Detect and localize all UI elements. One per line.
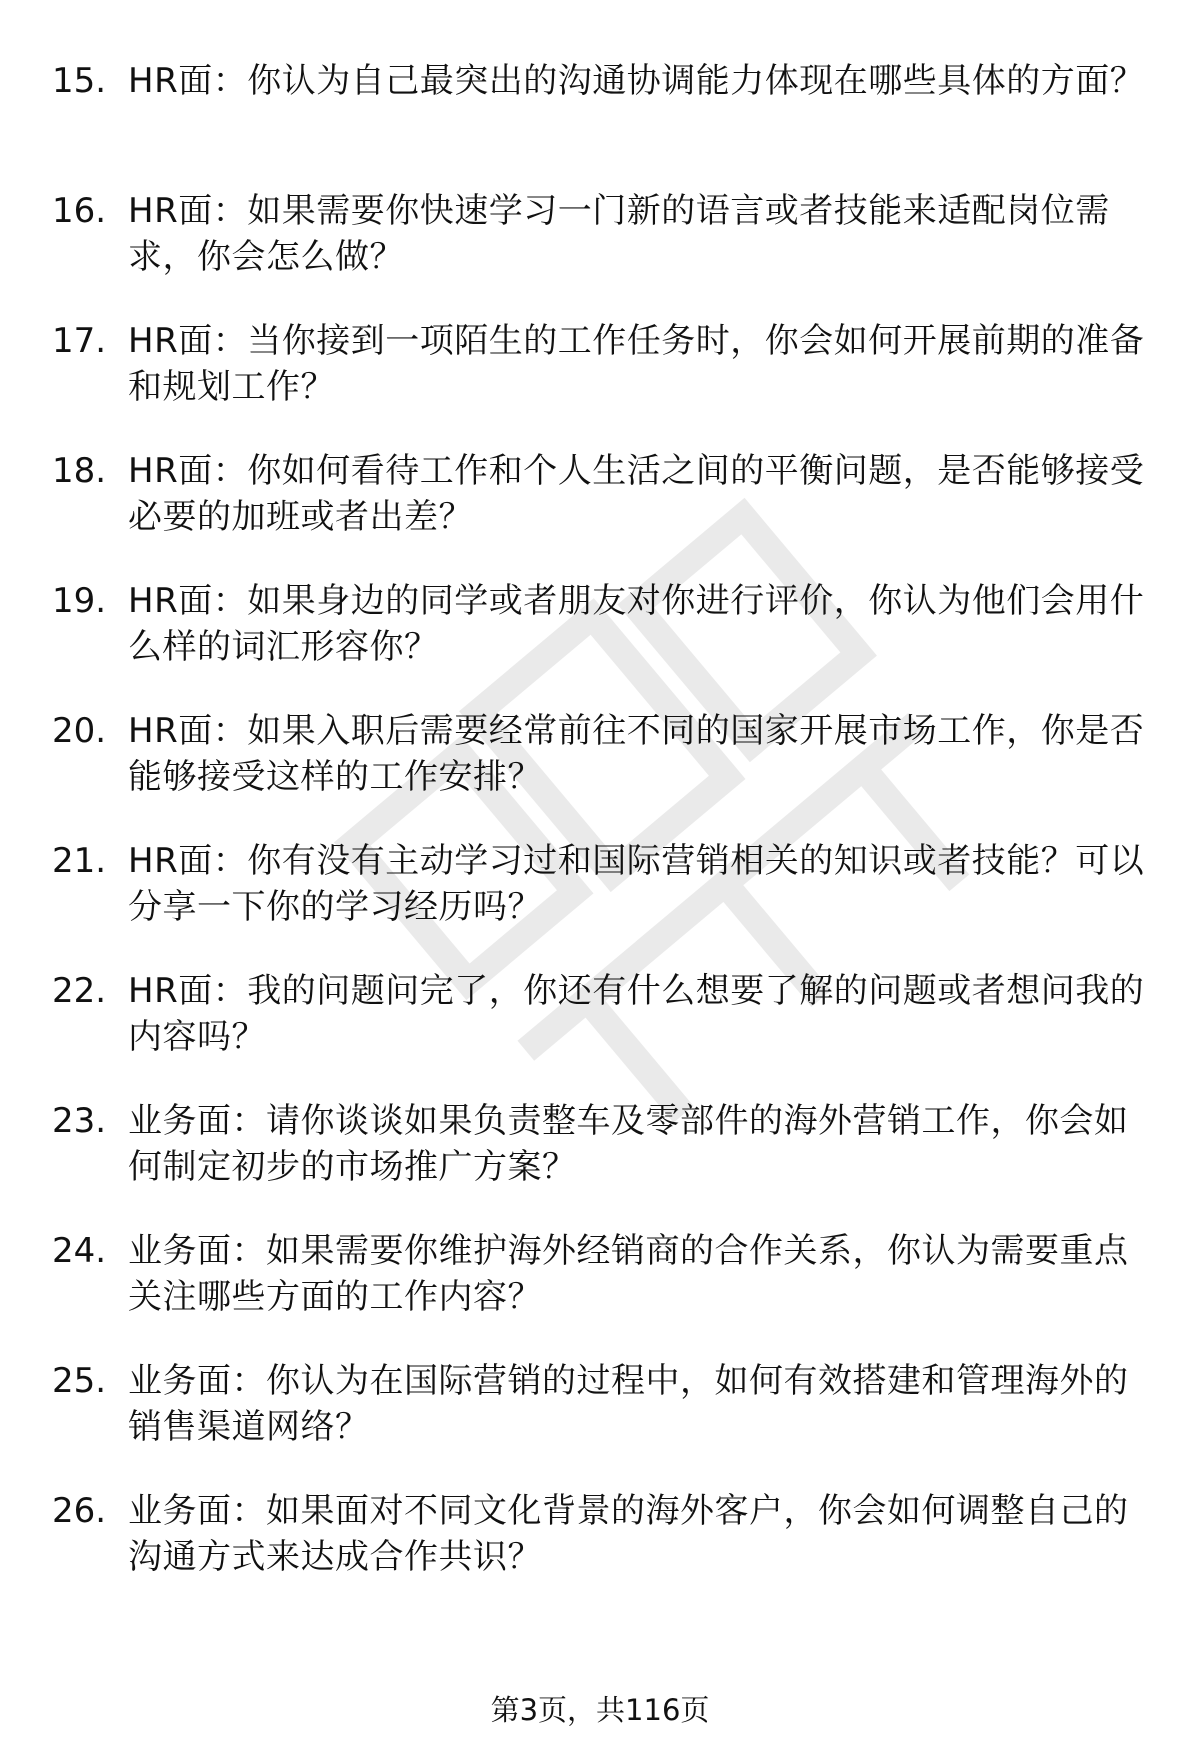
- question-text: HR面：如果需要你快速学习一门新的语言或者技能来适配岗位需求，你会怎么做？: [128, 191, 1110, 277]
- question-list: [52, 58, 1162, 1618]
- page-footer: 第3页，共116页: [490, 1693, 710, 1727]
- question-number: 25.: [52, 1361, 107, 1401]
- question-text: 业务面：如果面对不同文化背景的海外客户，你会如何调整自己的沟通方式来达成合作共识？: [128, 1491, 1129, 1577]
- question-number: 23.: [52, 1101, 107, 1141]
- question-number: 16.: [52, 191, 107, 231]
- question-number: 19.: [52, 581, 107, 621]
- question-text: 业务面：请你谈谈如果负责整车及零部件的海外营销工作，你会如何制定初步的市场推广方案？: [128, 1101, 1129, 1187]
- list-item: [52, 58, 1162, 188]
- list-item: [52, 1358, 1162, 1488]
- question-text: 业务面：你认为在国际营销的过程中，如何有效搭建和管理海外的销售渠道网络？: [128, 1361, 1129, 1447]
- question-text: 业务面：如果需要你维护海外经销商的合作关系，你认为需要重点关注哪些方面的工作内容？: [128, 1231, 1129, 1317]
- question-text: HR面：你有没有主动学习过和国际营销相关的知识或者技能？可以分享一下你的学习经历吗？: [128, 841, 1145, 927]
- question-number: 18.: [52, 451, 107, 491]
- list-item: [52, 188, 1162, 318]
- question-number: 17.: [52, 321, 107, 361]
- list-item: [52, 708, 1162, 838]
- list-item: [52, 1488, 1162, 1618]
- list-item: [52, 838, 1162, 968]
- question-text: HR面：当你接到一项陌生的工作任务时，你会如何开展前期的准备和规划工作？: [128, 321, 1145, 407]
- question-number: 24.: [52, 1231, 107, 1271]
- list-item: [52, 578, 1162, 708]
- question-number: 22.: [52, 971, 107, 1011]
- question-text: HR面：如果入职后需要经常前往不同的国家开展市场工作，你是否能够接受这样的工作安排？: [128, 711, 1145, 797]
- list-item: [52, 1228, 1162, 1358]
- question-number: 20.: [52, 711, 107, 751]
- question-number: 21.: [52, 841, 107, 881]
- question-number: 26.: [52, 1491, 107, 1531]
- list-item: [52, 968, 1162, 1098]
- list-item: [52, 448, 1162, 578]
- question-text: HR面：如果身边的同学或者朋友对你进行评价，你认为他们会用什么样的词汇形容你？: [128, 581, 1145, 667]
- list-item: [52, 318, 1162, 448]
- question-number: 15.: [52, 61, 107, 101]
- question-text: HR面：我的问题问完了，你还有什么想要了解的问题或者想问我的内容吗？: [128, 971, 1145, 1057]
- list-item: [52, 1098, 1162, 1228]
- question-text: HR面：你认为自己最突出的沟通协调能力体现在哪些具体的方面？: [128, 61, 1145, 101]
- question-text: HR面：你如何看待工作和个人生活之间的平衡问题，是否能够接受必要的加班或者出差？: [128, 451, 1145, 537]
